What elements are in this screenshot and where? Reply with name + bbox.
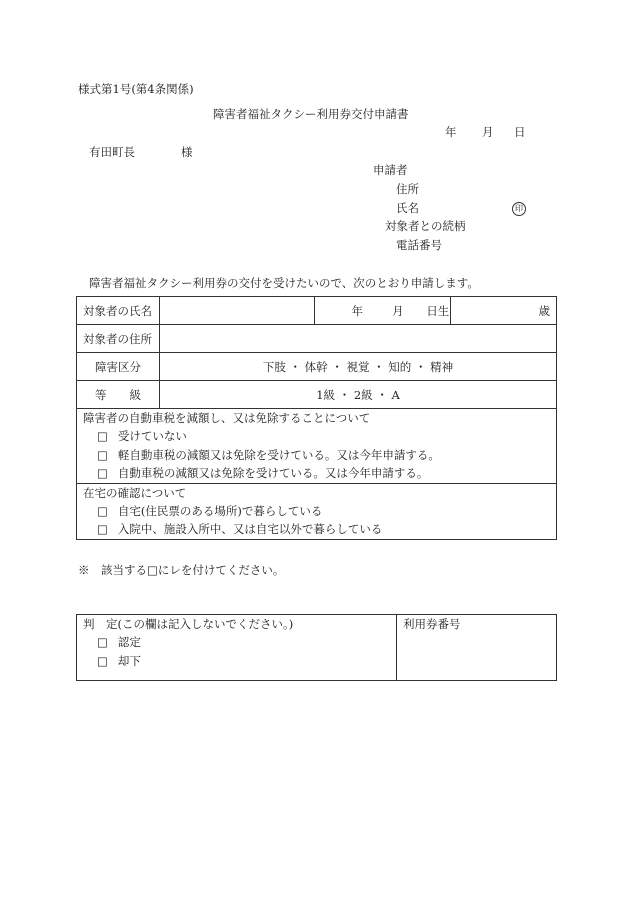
seal-icon: 印 [512, 202, 526, 216]
disability-category-label: 障害区分 [77, 353, 160, 381]
judgment-row [77, 615, 557, 681]
checkbox-icon[interactable]: □ [97, 429, 108, 444]
home-option[interactable] [83, 520, 550, 538]
judgment-option[interactable] [83, 633, 390, 651]
application-table [76, 296, 557, 540]
ticket-number-field[interactable] [397, 615, 557, 681]
option-label: 受けていない [117, 429, 187, 444]
target-name-field[interactable] [160, 297, 315, 325]
checkbox-icon[interactable]: □ [97, 635, 108, 650]
applicant-phone-label: 電話番号 [396, 238, 442, 252]
home-option[interactable] [83, 502, 550, 520]
honorific: 様 [181, 145, 193, 159]
checkbox-icon[interactable]: □ [97, 466, 108, 481]
age-field[interactable] [451, 297, 557, 325]
seal-mark [512, 202, 526, 216]
car-tax-row [77, 409, 557, 484]
car-tax-heading: 障害者の自動車税を減額し、又は免除することについて [83, 411, 371, 425]
target-address-label: 対象者の住所 [77, 325, 160, 353]
date-day-label: 日 [514, 125, 526, 139]
car-tax-section [77, 409, 557, 484]
grade-options[interactable]: 1級 ・ 2級 ・ A [160, 381, 557, 409]
home-heading: 在宅の確認について [83, 485, 187, 500]
birth-month-label: 月 [392, 303, 404, 318]
judgment-table [76, 614, 557, 681]
birth-day-label: 日生 [426, 303, 450, 318]
option-label: 却下 [117, 653, 141, 668]
birth-year-label: 年 [351, 303, 363, 318]
target-name-label: 対象者の氏名 [77, 297, 160, 325]
checkbox-icon[interactable]: □ [97, 653, 108, 668]
car-tax-option[interactable] [83, 464, 550, 482]
page-title: 障害者福祉タクシー利用券交付申請書 [213, 107, 409, 121]
grade-label: 等 級 [77, 381, 160, 409]
applicant-name-label: 氏名 [396, 201, 419, 215]
grade-row [77, 381, 557, 409]
address-row [77, 325, 557, 353]
note-text: ※ 該当する□にレを付けてください。 [78, 563, 285, 577]
target-address-field[interactable] [160, 325, 557, 353]
name-row [77, 297, 557, 325]
form-number: 様式第1号(第4条関係) [78, 82, 194, 96]
judgment-section [77, 615, 397, 681]
age-unit-label: 歳 [538, 303, 550, 318]
option-label: 自動車税の減額又は免除を受けている。又は今年申請する。 [117, 466, 429, 481]
applicant-relation-label: 対象者との続柄 [385, 219, 466, 233]
checkbox-icon[interactable]: □ [97, 447, 108, 462]
date-year-label: 年 [445, 125, 457, 139]
applicant-label: 申請者 [373, 163, 408, 177]
judgment-option[interactable] [83, 652, 390, 670]
disability-row [77, 353, 557, 381]
car-tax-option[interactable] [83, 427, 550, 445]
checkbox-icon[interactable]: □ [97, 503, 108, 518]
intro-text: 障害者福祉タクシー利用券の交付を受けたいので、次のとおり申請します。 [89, 276, 479, 290]
option-label: 入院中、施設入所中、又は自宅以外で暮らしている [117, 522, 383, 537]
date-month-label: 月 [482, 125, 494, 139]
judgment-heading: 判 定(この欄は記入しないでください。) [83, 617, 294, 631]
home-row [77, 483, 557, 539]
checkbox-icon[interactable]: □ [97, 522, 108, 537]
ticket-number-label: 利用券番号 [403, 617, 461, 631]
disability-options[interactable]: 下肢 ・ 体幹 ・ 視覚 ・ 知的 ・ 精神 [160, 353, 557, 381]
birthdate-field[interactable] [315, 297, 451, 325]
option-label: 軽自動車税の減額又は免除を受けている。又は今年申請する。 [117, 447, 440, 462]
car-tax-option[interactable] [83, 446, 550, 464]
home-section [77, 483, 557, 539]
addressee: 有田町長 [89, 145, 135, 159]
option-label: 自宅(住民票のある場所)で暮らしている [117, 503, 323, 518]
applicant-address-label: 住所 [396, 182, 419, 196]
option-label: 認定 [117, 635, 141, 650]
